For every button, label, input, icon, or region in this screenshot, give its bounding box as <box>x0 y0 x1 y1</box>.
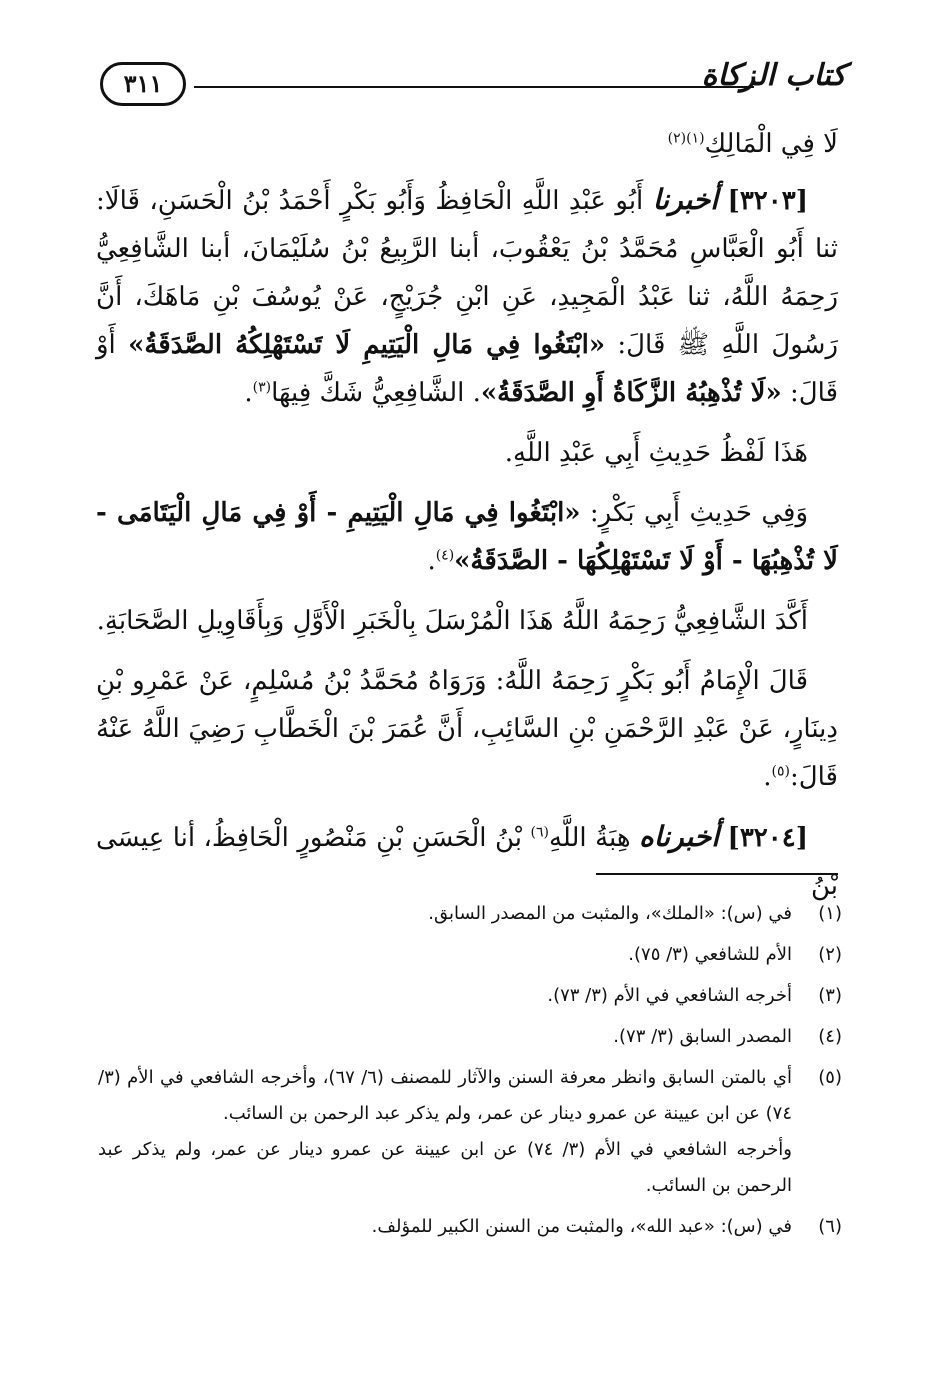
footnote-item <box>98 1209 842 1245</box>
footnote-text: المصدر السابق (٣/ ٧٣). <box>613 1026 792 1047</box>
running-title: كتاب الزكاة <box>701 58 846 93</box>
footnote-item <box>98 937 842 973</box>
hadith-3203 <box>96 176 838 417</box>
lafz-text: هَذَا لَفْظُ حَدِيثِ أَبِي عَبْدِ اللَّهِ. <box>504 438 808 468</box>
matn-1: «ابْتَغُوا فِي مَالِ الْيَتِيمِ لَا تَسْتَهْلِكُهُ الصَّدَقَةُ» <box>128 330 606 360</box>
page-header <box>100 52 846 112</box>
footnote-number: (٢) <box>818 944 842 965</box>
footnote-number: (٣) <box>818 985 842 1006</box>
footnote-ref: (١)(٢) <box>667 130 705 147</box>
footnote-divider <box>596 873 838 875</box>
imam-abu-bakr-note <box>96 657 838 801</box>
confirmation-text: أَكَّدَ الشَّافِعِيُّ رَحِمَهُ اللَّهُ هَذَا الْمُرْسَلَ بِالْخَبَرِ الْأَوَّلِ وَبِأَقَاوِيلِ الصَّحَابَةِ. <box>96 606 808 636</box>
footnote-number: (٦) <box>818 1216 842 1237</box>
continuation-line <box>96 120 838 168</box>
footnote-item <box>98 896 842 932</box>
shafii-confirmation <box>96 597 838 645</box>
period: . <box>244 378 253 408</box>
akhbarana-label: أخبرناه <box>639 820 720 853</box>
footnote-text: في (س): «الملك»، والمثبت من المصدر السابق. <box>428 903 792 924</box>
imam-text: قَالَ الْإِمَامُ أَبُو بَكْرٍ رَحِمَهُ اللَّهُ: وَرَوَاهُ مُحَمَّدُ بْنُ مُسْلِمٍ، عَنْ عَمْرِو بْنِ دِينَارٍ، عَنْ عَبْدِ الرَّحْمَنِ بْنِ السَّائِبِ، أَنَّ عُمَرَ بْنَ الْخَطَّابِ رَضِيَ اللَّهُ عَنْهُ قَالَ: <box>96 666 838 792</box>
main-text <box>96 120 838 922</box>
abu-bakr-version <box>96 489 838 585</box>
footnote-number: (١) <box>818 903 842 924</box>
abu-bakr-lead: وَفِي حَدِيثِ أَبِي بَكْرٍ: <box>580 498 808 528</box>
aw-qala: أَوْ قَالَ: <box>96 330 838 408</box>
lafz-note <box>96 429 838 477</box>
period: . <box>763 762 772 792</box>
matn-2: «لَا تُذْهِبُهُ الزَّكَاةُ أَوِ الصَّدَقَةُ» <box>480 378 782 408</box>
footnote-item <box>98 978 842 1014</box>
narrator-name: هِبَةُ اللَّهِ <box>548 823 631 853</box>
akhbarana-label: أخبرنا <box>652 183 719 216</box>
period: . <box>427 546 436 576</box>
footnote-ref: (٤) <box>435 547 455 564</box>
shafii-note: . الشَّافِعِيُّ شَكَّ فِيهَا <box>271 378 481 408</box>
footnote-ref: (٣) <box>252 379 272 396</box>
footnote-number: (٤) <box>818 1026 842 1047</box>
footnote-ref: (٦) <box>530 824 549 841</box>
isnad-text: بْنُ الْحَسَنِ بْنِ مَنْصُورٍ الْحَافِظُ، أنا عِيسَى بْنُ <box>96 823 838 901</box>
footnote-text: أخرجه الشافعي في الأم (٣/ ٧٣). <box>547 985 792 1006</box>
hadith-number: [٣٢٠٣] <box>727 186 809 216</box>
page-number: ٣١١ <box>100 62 186 106</box>
continuation-text: لَا فِي الْمَالِكِ <box>704 129 838 159</box>
hadith-number: [٣٢٠٤] <box>727 823 809 853</box>
footnote-item <box>98 1019 842 1055</box>
footnote-ref: (٥) <box>771 763 790 780</box>
header-rule <box>194 86 754 88</box>
footnotes <box>98 896 842 1250</box>
footnote-text: الأم للشافعي (٣/ ٧٥). <box>628 944 792 965</box>
footnote-item <box>98 1060 842 1204</box>
matn-3: «ابْتَغُوا فِي مَالِ الْيَتِيمِ - أَوْ فِي مَالِ الْيَتَامَى - لَا تُذْهِبُهَا - أَوْ لَا تَسْتَهْلِكُهَا - الصَّدَقَةُ» <box>96 498 838 576</box>
footnote-number: (٥) <box>818 1067 842 1088</box>
footnote-text-part: أي بالمتن السابق وانظر معرفة السنن والآثار للمصنف (٦/ ٦٧)، وأخرجه الشافعي في الأم (٣/ ٧٤) عن ابن عيينة عن عمرو دينار عن عمر، ولم يذكر عبد الرحمن بن السائب. <box>98 1067 792 1124</box>
footnote-text-part: وأخرجه الشافعي في الأم (٣/ ٧٤) عن ابن عيينة عن عمرو دينار عن عمر، ولم يذكر عبد الرحمن بن السائب. <box>98 1139 792 1196</box>
isnad-text: أَبُو عَبْدِ اللَّهِ الْحَافِظُ وَأَبُو بَكْرٍ أَحْمَدُ بْنُ الْحَسَنِ، قَالَا: ثنا أَبُو الْعَبَّاسِ مُحَمَّدُ بْنُ يَعْقُوبَ، أبنا الرَّبِيعُ بْنُ سُلَيْمَانَ، أبنا الشَّافِعِيُّ رَحِمَهُ اللَّهُ، ثنا عَبْدُ الْمَجِيدِ، عَنِ ابْنِ جُرَيْجٍ، عَنْ يُوسُفَ بْنِ مَاهَكَ، أَنَّ رَسُولَ اللَّهِ ﷺ قَالَ: <box>96 186 839 360</box>
footnote-text <box>98 1060 792 1204</box>
footnote-text: في (س): «عبد الله»، والمثبت من السنن الكبير للمؤلف. <box>371 1216 792 1237</box>
